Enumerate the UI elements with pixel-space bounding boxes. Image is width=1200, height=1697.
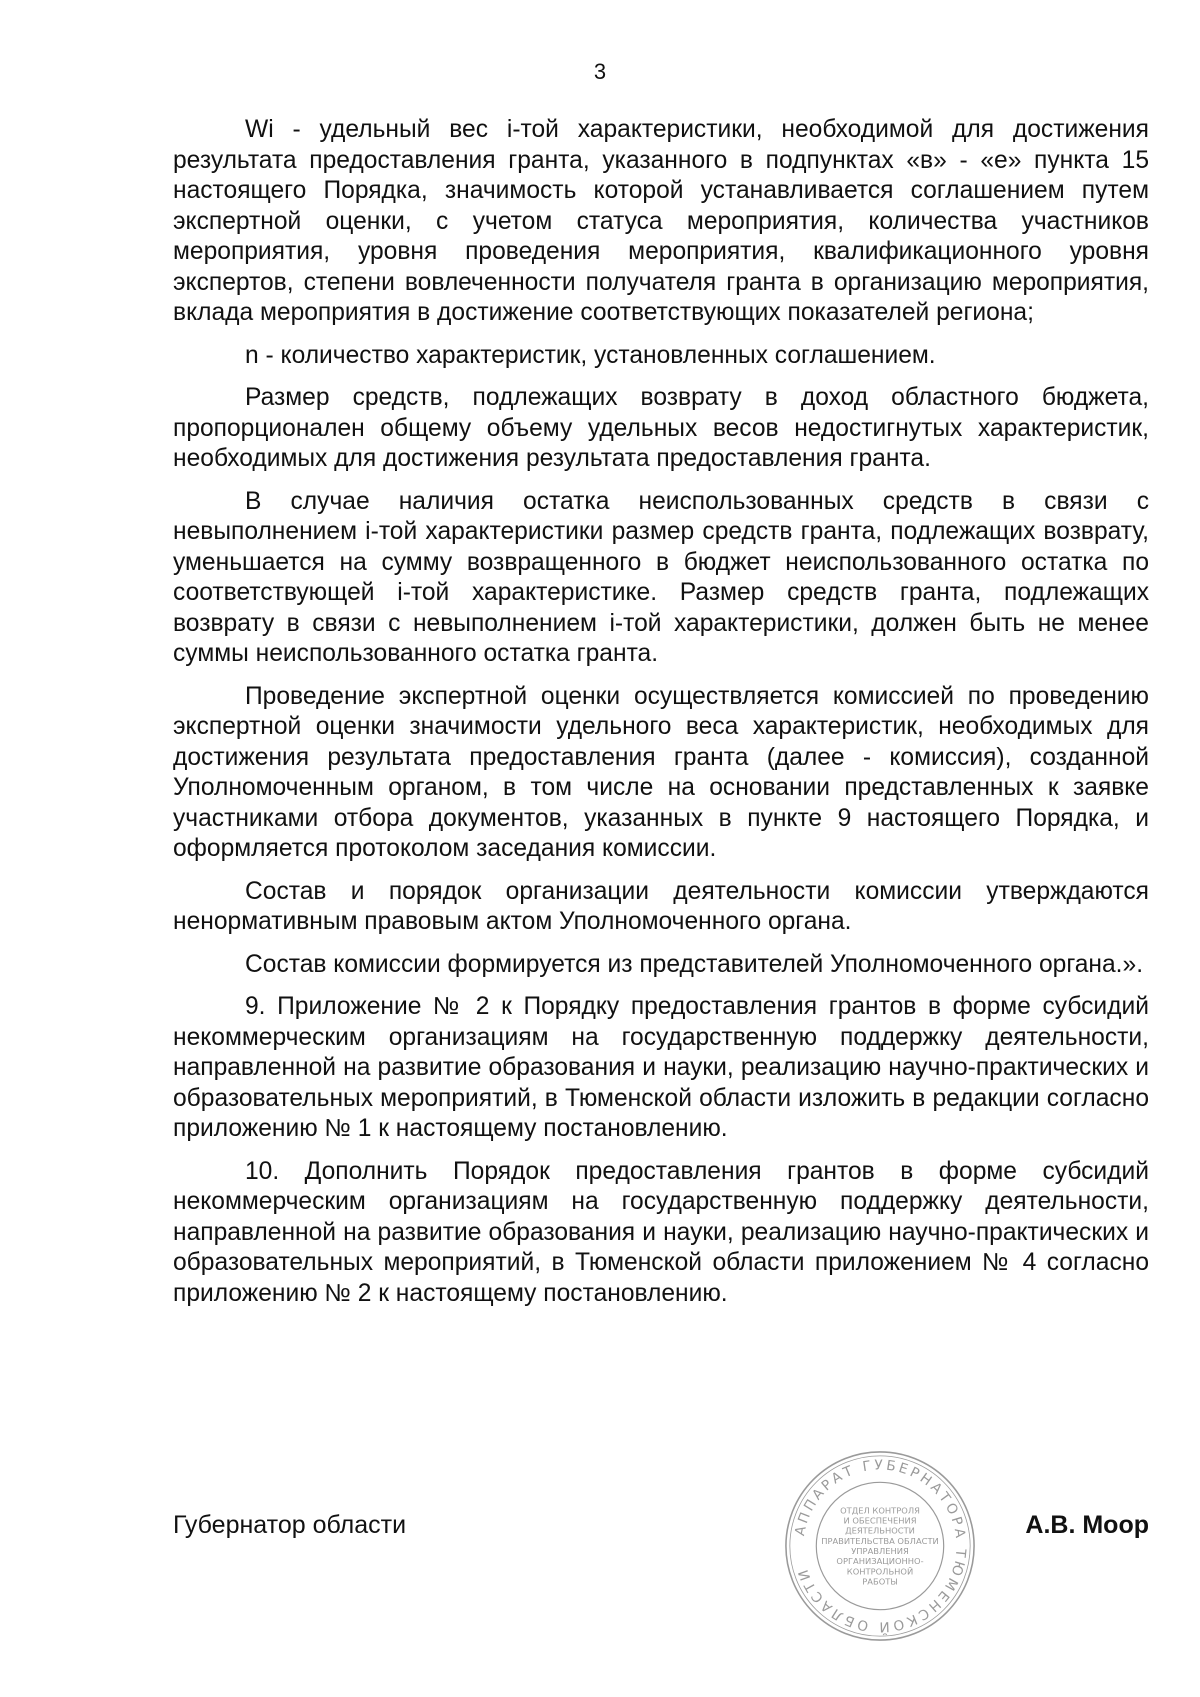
seal-inner-line: ОТДЕЛ КОНТРОЛЯ: [840, 1505, 920, 1516]
seal-inner-line: И ОБЕСПЕЧЕНИЯ: [843, 1515, 917, 1526]
paragraph-refund-size: Размер средств, подлежащих возврату в доход областного бюджета, пропорционален общему объему удельных весов недостигнутых характеристик, необходимых для достижения результата предоставления гранта.: [173, 384, 1149, 472]
signatory-title: Губернатор области: [173, 1511, 407, 1539]
seal-inner-line: ОРГАНИЗАЦИОННО-: [836, 1556, 924, 1567]
paragraph-weight-definition: Wi - удельный вес i-той характеристики, необходимой для достижения результата предоставления гранта, указанного в подпунктах «в» - «е» пункта 15 настоящего Порядка, значимость которой устанавливается соглашением путем экспертной оценки, с учетом статуса мероприятия, количества участников мероприятия, уровня проведения мероприятия, квалификационного уровня экспертов, степени вовлеченности получателя гранта в организацию мероприятия, вклада мероприятия в достижение соответствующих показателей региона;: [173, 116, 1149, 326]
paragraph-commission-procedure: Состав и порядок организации деятельности комиссии утверждаются ненормативным правовым актом Уполномоченного органа.: [173, 877, 1149, 935]
seal-inner-line: ПРАВИТЕЛЬСТВА ОБЛАСТИ: [821, 1535, 939, 1546]
paragraph-item-9: 9. Приложение № 2 к Порядку предоставления грантов в форме субсидий некоммерческим организациям на государственную поддержку деятельности, направленной на развитие образования и науки, реализацию научно-практических и образовательных мероприятий, в Тюменской области изложить в редакции согласно приложению № 1 к настоящему постановлению.: [173, 993, 1149, 1142]
seal-inner-line: КОНТРОЛЬНОЙ: [846, 1566, 914, 1577]
paragraph-unused-balance: В случае наличия остатка неиспользованных средств в связи с невыполнением i-той характеристики размер средств гранта, подлежащих возврату, уменьшается на сумму возвращенного в бюджет неиспользованного остатка по соответствующей i-той характеристике. Размер средств гранта, подлежащих возврату в связи с невыполнением i-той характеристики, должен быть не менее суммы неиспользованного остатка гранта.: [173, 487, 1149, 667]
paragraph-n-definition: n - количество характеристик, установленных соглашением.: [245, 341, 936, 369]
paragraph-commission-composition: Состав комиссии формируется из представителей Уполномоченного органа.».: [245, 950, 1144, 978]
seal-inner-line: ДЕЯТЕЛЬНОСТИ: [845, 1525, 915, 1536]
paragraph-item-10: 10. Дополнить Порядок предоставления грантов в форме субсидий некоммерческим организациям на государственную поддержку деятельности, направленной на развитие образования и науки, реализацию научно-практических и образовательных мероприятий, в Тюменской области приложением № 4 согласно приложению № 2 к настоящему постановлению.: [173, 1157, 1149, 1307]
seal-inner-line: РАБОТЫ: [862, 1576, 898, 1587]
document-body: [173, 115, 1149, 1321]
svg-text:АППАРАТ ГУБЕРНАТОРА ТЮМЕНСКОЙ: АППАРАТ ГУБЕРНАТОРА ТЮМЕНСКОЙ ОБЛАСТИ: [792, 1457, 969, 1635]
page-number: 3: [593, 59, 607, 84]
paragraph-expert-evaluation: Проведение экспертной оценки осуществляется комиссией по проведению экспертной оценки значимости удельного веса характеристик, необходимых для достижения результата предоставления гранта (далее - комиссия), созданной Уполномоченным органом, в том числе на основании представленных к заявке участниками отбора документов, указанных в пункте 9 настоящего Порядка, и оформляется протоколом заседания комиссии.: [173, 682, 1149, 862]
official-seal: [782, 1448, 978, 1644]
signatory-name: А.В. Моор: [1025, 1511, 1149, 1539]
signature-block: [173, 1510, 1149, 1550]
seal-inner-line: УПРАВЛЕНИЯ: [851, 1546, 909, 1557]
